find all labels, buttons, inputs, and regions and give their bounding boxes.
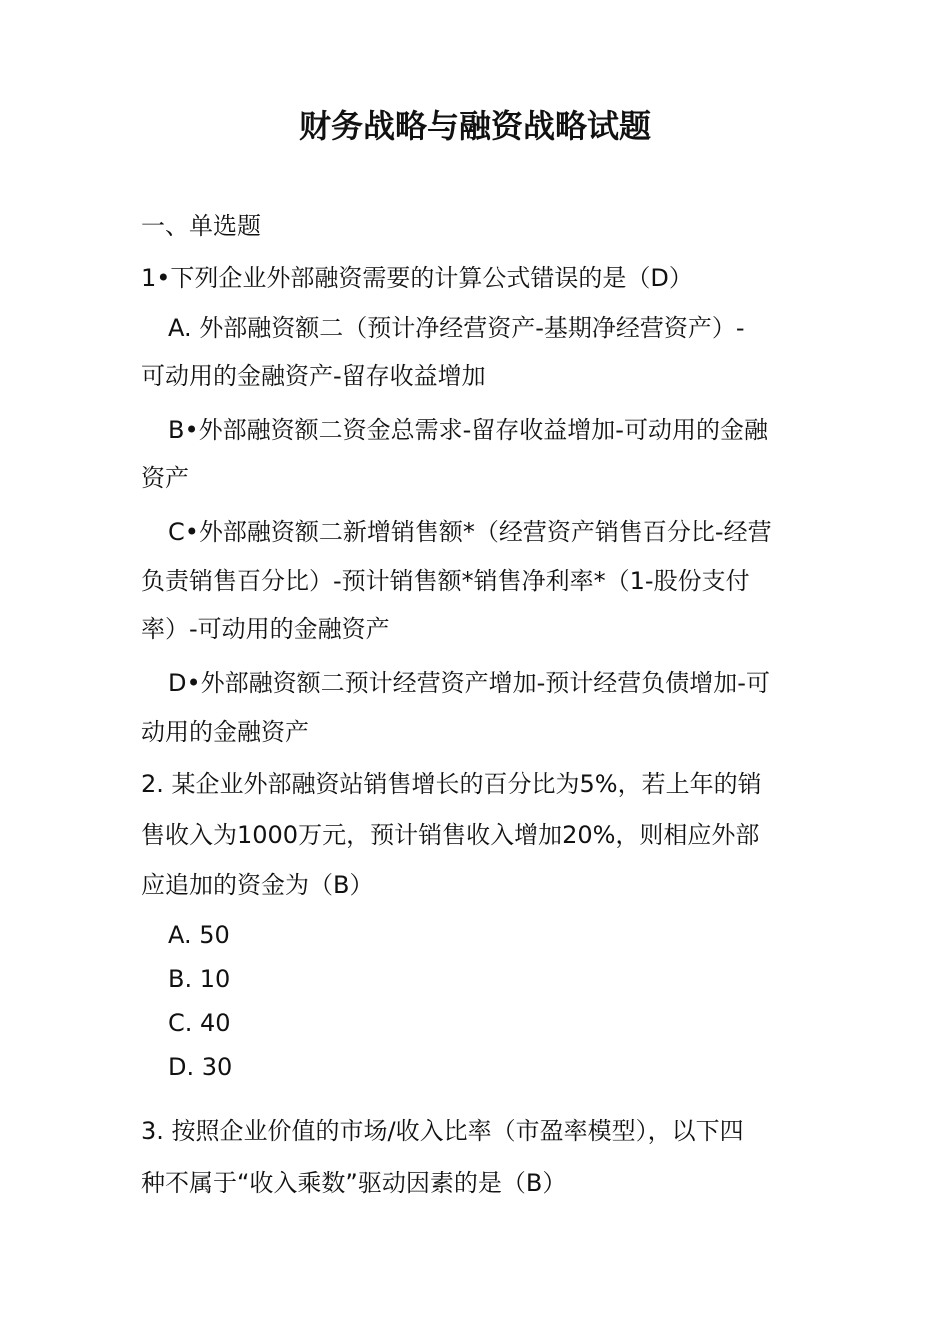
question-1-option-d: D•外部融资额二预计经营资产增加-预计经营负债增加-可 [168,669,770,697]
question-1-option-d-continued: 动用的金融资产 [141,718,309,746]
question-1-option-c-continued-2: 率）-可动用的金融资产 [141,615,390,643]
question-2-option-b: B. 10 [168,965,231,993]
question-1-option-b: B•外部融资额二资金总需求-留存收益增加-可动用的金融 [168,416,768,444]
section-heading: 一、单选题 [141,212,261,240]
question-2-text-continued-2: 应追加的资金为（B） [141,871,374,899]
question-1-option-c-continued: 负责销售百分比）-预计销售额*销售净利率*（1-股份支付 [141,567,750,595]
question-2-text-continued: 售收入为1000万元，预计销售收入增加20%，则相应外部 [141,821,760,849]
document-title: 财务战略与融资战略试题 [298,107,651,145]
question-1-option-b-continued: 资产 [141,464,189,492]
question-3-text: 3. 按照企业价值的市场/收入比率（市盈率模型），以下四 [141,1117,744,1145]
question-2-text: 2. 某企业外部融资站销售增长的百分比为5%，若上年的销 [141,770,762,798]
question-3-text-continued: 种不属于“收入乘数”驱动因素的是（B） [141,1169,567,1197]
question-2-option-a: A. 50 [168,921,230,949]
question-1-option-a: A. 外部融资额二（预计净经营资产-基期净经营资产）- [168,314,745,342]
question-2-option-c: C. 40 [168,1009,231,1037]
question-1-option-c: C•外部融资额二新增销售额*（经营资产销售百分比-经营 [168,518,772,546]
question-2-option-d: D. 30 [168,1053,233,1081]
question-1-option-a-continued: 可动用的金融资产-留存收益增加 [141,362,486,390]
question-1-text: 1•下列企业外部融资需要的计算公式错误的是（D） [141,264,693,292]
